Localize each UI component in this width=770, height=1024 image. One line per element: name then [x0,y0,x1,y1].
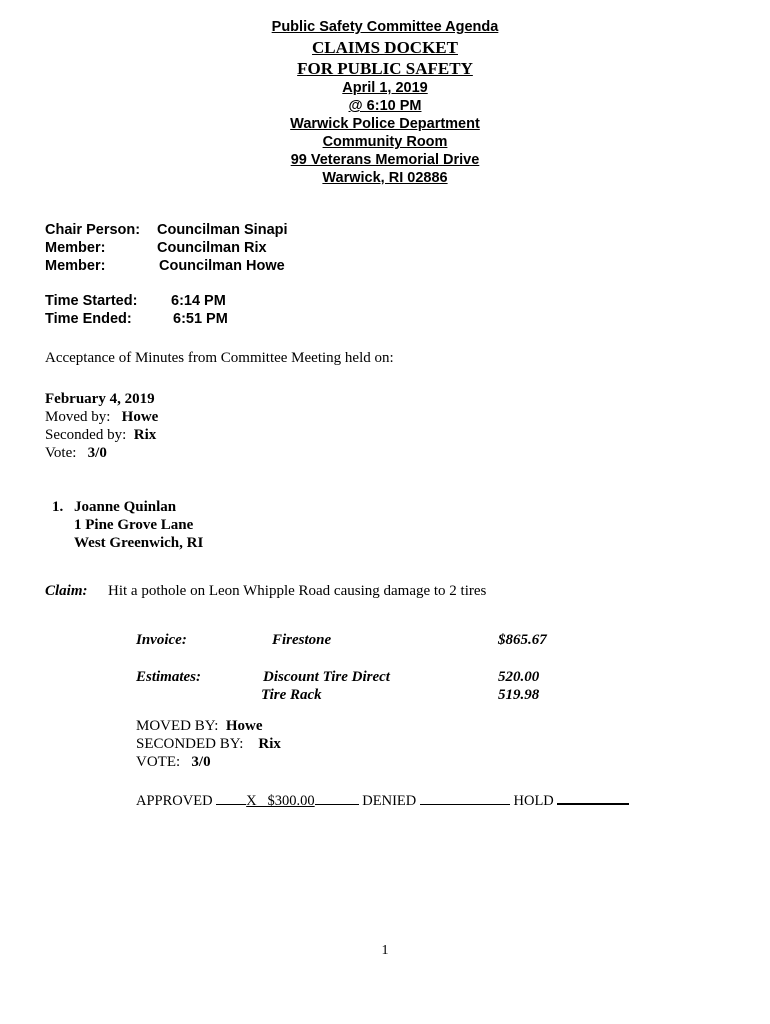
minutes-vote-label: Vote: [45,445,77,461]
claim-seconded [136,736,281,753]
time-ended-value: 6:51 PM [173,311,228,327]
meeting-address-2: Warwick, RI 02886 [322,170,448,186]
claim-seconded-value: Rix [258,736,281,752]
agenda-title: Public Safety Committee Agenda [271,19,499,35]
member1-label: Member: [45,240,106,256]
minutes-intro: Acceptance of Minutes from Committee Meeting held on: [45,350,394,366]
claimant-address-2: West Greenwich, RI [74,535,204,551]
claim-vote-label: VOTE: [136,754,181,770]
meeting-location-2: Community Room [322,134,448,150]
time-ended-label: Time Ended: [45,311,132,327]
claim-vote-value: 3/0 [191,754,211,770]
invoice-label: Invoice: [136,632,187,648]
minutes-vote-value: 3/0 [87,445,107,461]
estimates-label: Estimates: [136,669,202,685]
claim-vote [136,754,211,771]
time-started-label: Time Started: [45,293,138,309]
claim-moved-label: MOVED BY: [136,718,219,734]
approved-blank-lead [216,792,246,805]
approved-value: X $300.00 [246,793,315,809]
claim-moved [136,718,263,735]
minutes-seconded-label: Seconded by: [45,427,127,443]
meeting-address-1: 99 Veterans Memorial Drive [290,152,480,168]
minutes-moved-label: Moved by: [45,409,111,425]
disposition-line [136,791,629,810]
minutes-seconded-value: Rix [133,427,157,443]
claim-description: Hit a pothole on Leon Whipple Road causing damage to 2 tires [108,583,487,599]
hold-label: HOLD [513,793,554,809]
minutes-moved [45,409,158,426]
estimate2-amount: 519.98 [498,687,540,703]
minutes-date: February 4, 2019 [45,391,155,407]
claim-number: 1. [52,499,64,515]
hold-blank [557,791,629,805]
meeting-time: @ 6:10 PM [348,98,422,114]
approved-label: APPROVED [136,793,213,809]
denied-label: DENIED [362,793,417,809]
time-started-value: 6:14 PM [171,293,226,309]
minutes-vote [45,445,107,462]
page-number: 1 [381,943,389,958]
claim-moved-value: Howe [225,718,263,734]
estimate1-amount: 520.00 [498,669,540,685]
chair-name: Councilman Sinapi [157,222,288,238]
invoice-amount: $865.67 [498,632,547,648]
member1-name: Councilman Rix [157,240,267,256]
estimate2-vendor: Tire Rack [261,687,322,703]
claim-label: Claim: [45,583,88,599]
invoice-vendor: Firestone [272,632,332,648]
minutes-moved-value: Howe [121,409,159,425]
denied-blank [420,792,510,805]
chair-label: Chair Person: [45,222,141,238]
claimant-address-1: 1 Pine Grove Lane [74,517,194,533]
meeting-date: April 1, 2019 [342,80,428,96]
claimant-name: Joanne Quinlan [74,499,177,515]
approved-blank-trail [315,792,359,805]
meeting-location-1: Warwick Police Department [290,116,480,132]
minutes-seconded [45,427,156,444]
member2-label: Member: [45,258,106,274]
claim-seconded-label: SECONDED BY: [136,736,244,752]
estimate1-vendor: Discount Tire Direct [263,669,390,685]
docket-title-line1: CLAIMS DOCKET [312,38,458,57]
docket-title-line2: FOR PUBLIC SAFETY [297,59,473,78]
member2-name: Councilman Howe [159,258,285,274]
